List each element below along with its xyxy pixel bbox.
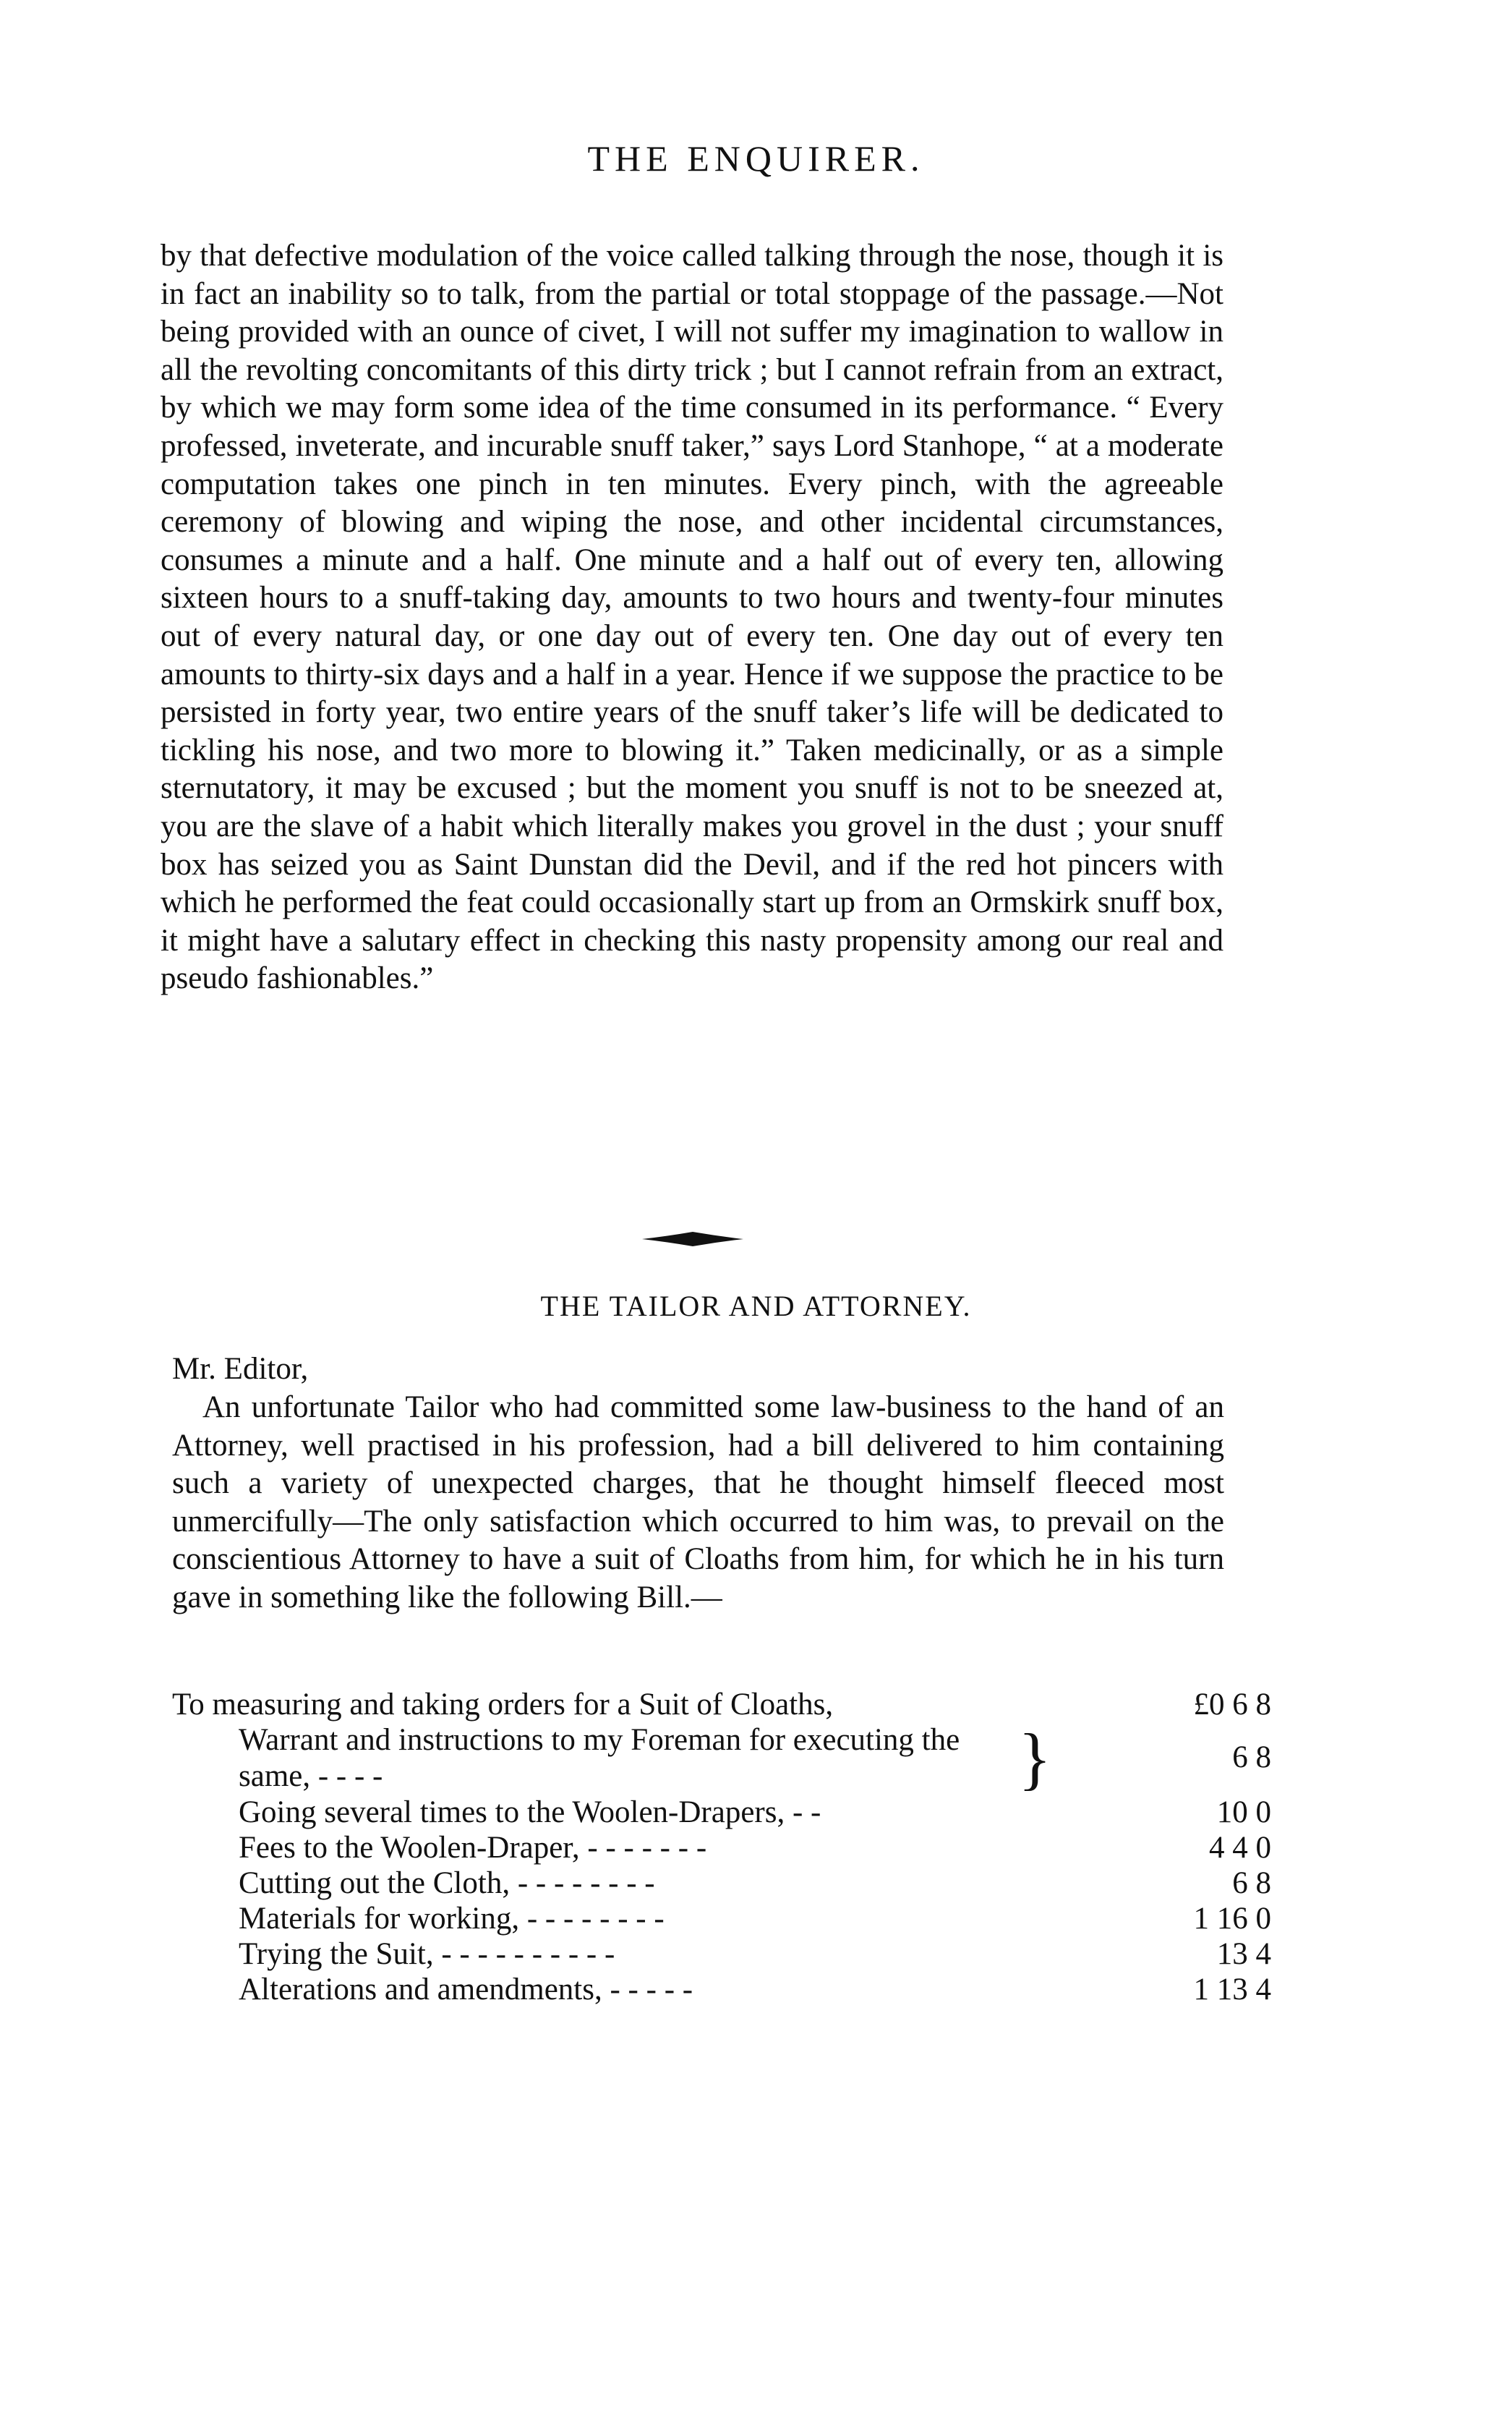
bill-amount: 6 8	[1232, 1740, 1271, 1774]
bill-row	[172, 1719, 1271, 1797]
section-divider-ornament	[642, 1230, 743, 1248]
bill-amount: 4 4 0	[1209, 1831, 1271, 1865]
bill-item: Fees to the Woolen-Draper, - - - - - - -	[239, 1831, 707, 1865]
brace-glyph: }	[1018, 1719, 1052, 1797]
bill-row	[172, 1865, 1271, 1901]
bill-item: Alterations and amendments, - - - - -	[239, 1973, 693, 2007]
bill-row	[172, 1830, 1271, 1865]
bill-item: Trying the Suit, - - - - - - - - - -	[239, 1937, 615, 1971]
bill-row	[172, 1901, 1271, 1936]
bill-item: Warrant and instructions to my Foreman for executing the same, - - - -	[239, 1723, 960, 1793]
bill-item: Materials for working, - - - - - - - -	[239, 1902, 665, 1936]
bill-table	[172, 1687, 1271, 2007]
salutation: Mr. Editor,	[172, 1352, 309, 1386]
letter-paragraph: An unfortunate Tailor who had committed some law-business to the hand of an Attorney, well practised in his profession, had a bill delivered to him containing such a variety of unexpected charges, that he thought himself fleeced most unmercifully—The only satisfaction which occurred to him was, to prevail on the conscientious Attorney to have a suit of Cloaths from him, for which he in his turn gave in something like the following Bill.—	[172, 1390, 1224, 1614]
running-head: THE ENQUIRER.	[587, 138, 925, 179]
bill-amount: £0 6 8	[1193, 1688, 1271, 1722]
bill-amount: 6 8	[1232, 1866, 1271, 1900]
bill-amount: 10 0	[1216, 1795, 1271, 1829]
bill-row	[172, 1936, 1271, 1972]
article-paragraph: by that defective modulation of the voice called talking through the nose, though it is in fact an inability so to talk, from the partial or total stoppage of the passage.—Not being provided with an ounce of civet, I will not suffer my imagination to wallow in all the revolting concomitants of this dirty trick ; but I cannot refrain from an extract, by which we may form some idea of the time consumed in its performance. “ Every professed, inveterate, and incurable snuff taker,” says Lord Stanhope, “ at a moderate computation takes one pinch in ten minutes. Every pinch, with the agreeable ceremony of blowing and wiping the nose, and other incidental circumstances, consumes a minute and a half. One minute and a half out of every ten, allowing sixteen hours to a snuff-taking day, amounts to two hours and twenty-four minutes out of every natural day, or one day out of every ten. One day out of every ten amounts to thirty-six days and a half in a year. Hence if we suppose the practice to be persisted in forty year, two entire years of the snuff taker’s life will be dedicated to tickling his nose, and two more to blowing it.” Taken medicinally, or as a simple sternutatory, it may be excused ; but the moment you snuff is not to be sneezed at, you are the slave of a habit which literally makes you grovel in the dust ; your snuff box has seized you as Saint Dunstan did the Devil, and if the red hot pincers with which he performed the feat could occasionally start up from an Ormskirk snuff box, it might have a salutary effect in checking this nasty propensity among our real and pseudo fashionables.”	[161, 239, 1223, 996]
bill-row	[172, 1972, 1271, 2007]
bill-item: Going several times to the Woolen-Drapers, - -	[239, 1795, 821, 1829]
bill-row	[172, 1795, 1271, 1830]
bill-row	[172, 1687, 1271, 1722]
bill-item: To measuring and taking orders for a Suit of Cloaths,	[172, 1688, 834, 1722]
bill-item: Cutting out the Cloth, - - - - - - - -	[239, 1866, 655, 1900]
bill-amount: 1 13 4	[1193, 1973, 1271, 2007]
bill-amount: 1 16 0	[1193, 1902, 1271, 1936]
section-title: THE TAILOR AND ATTORNEY.	[540, 1290, 972, 1322]
bill-amount: 13 4	[1216, 1937, 1271, 1971]
